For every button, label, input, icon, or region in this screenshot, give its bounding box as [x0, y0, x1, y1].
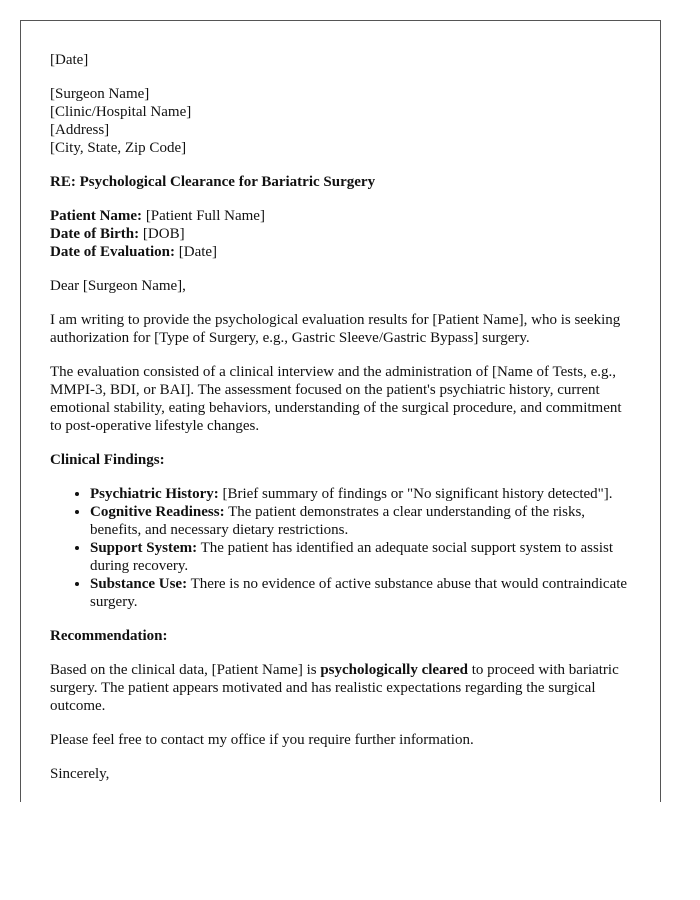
clinic-name: [Clinic/Hospital Name] — [50, 104, 192, 120]
list-item — [90, 503, 632, 539]
findings-list — [50, 485, 632, 611]
finding-text: The patient demonstrates a clear understanding of the risks, benefits, and necessary dietary restrictions. — [90, 504, 586, 538]
finding-label: Support System: — [90, 540, 198, 556]
finding-label: Cognitive Readiness: — [90, 504, 225, 520]
list-item — [90, 485, 632, 503]
recommendation-before: Based on the clinical data, [Patient Name] is — [50, 662, 321, 678]
eval-date-value: [Date] — [175, 244, 218, 260]
subject-text: RE: Psychological Clearance for Bariatric Surgery — [50, 174, 376, 190]
recipient-address — [50, 85, 632, 157]
contact-paragraph: Please feel free to contact my office if you require further information. — [50, 732, 474, 748]
findings-heading — [50, 451, 632, 469]
finding-text: The patient has identified an adequate social support system to assist during recovery. — [90, 540, 613, 574]
findings-heading-text: Clinical Findings: — [50, 452, 165, 468]
date-text: [Date] — [50, 52, 89, 68]
evaluation-paragraph: The evaluation consisted of a clinical interview and the administration of [Name of Tests, e.g., MMPI-3, BDI, or BAI]. The assessment focused on the patient's psychiatric history, current emotional stability, eating behaviors, understanding of the surgical procedure, and commitment to post-operative lifestyle changes. — [50, 364, 622, 434]
eval-date-row — [50, 243, 632, 261]
surgeon-name: [Surgeon Name] — [50, 86, 150, 102]
address-line: [Address] — [50, 122, 110, 138]
letter-page — [20, 20, 661, 802]
subject-line — [50, 173, 632, 191]
finding-label: Substance Use: — [90, 576, 188, 592]
recommendation-emphasis: psychologically cleared — [320, 662, 468, 678]
dob-value: [DOB] — [139, 226, 185, 242]
dob-label: Date of Birth: — [50, 226, 140, 242]
finding-text: There is no evidence of active substance abuse that would contraindicate surgery. — [90, 576, 628, 610]
eval-date-label: Date of Evaluation: — [50, 244, 175, 260]
recommendation-after: to proceed with bariatric surgery. The patient appears motivated and has realistic expectations regarding the surgical outcome. — [50, 662, 619, 714]
patient-details — [50, 207, 632, 261]
patient-name-label: Patient Name: — [50, 208, 143, 224]
closing: Sincerely, — [50, 766, 110, 782]
letter-date — [50, 51, 632, 69]
list-item — [90, 575, 632, 611]
dob-row — [50, 225, 632, 243]
finding-text: [Brief summary of findings or "No significant history detected"]. — [218, 486, 613, 502]
recommendation-paragraph — [50, 661, 632, 715]
patient-name-row — [50, 207, 632, 225]
recommendation-heading — [50, 627, 632, 645]
recommendation-heading-text: Recommendation: — [50, 628, 168, 644]
city-state-zip: [City, State, Zip Code] — [50, 140, 187, 156]
patient-name-value: [Patient Full Name] — [142, 208, 265, 224]
salutation: Dear [Surgeon Name], — [50, 278, 186, 294]
list-item — [90, 539, 632, 575]
intro-paragraph: I am writing to provide the psychological evaluation results for [Patient Name], who is seeking authorization for [Type of Surgery, e.g., Gastric Sleeve/Gastric Bypass] surgery. — [50, 312, 621, 346]
finding-label: Psychiatric History: — [90, 486, 219, 502]
